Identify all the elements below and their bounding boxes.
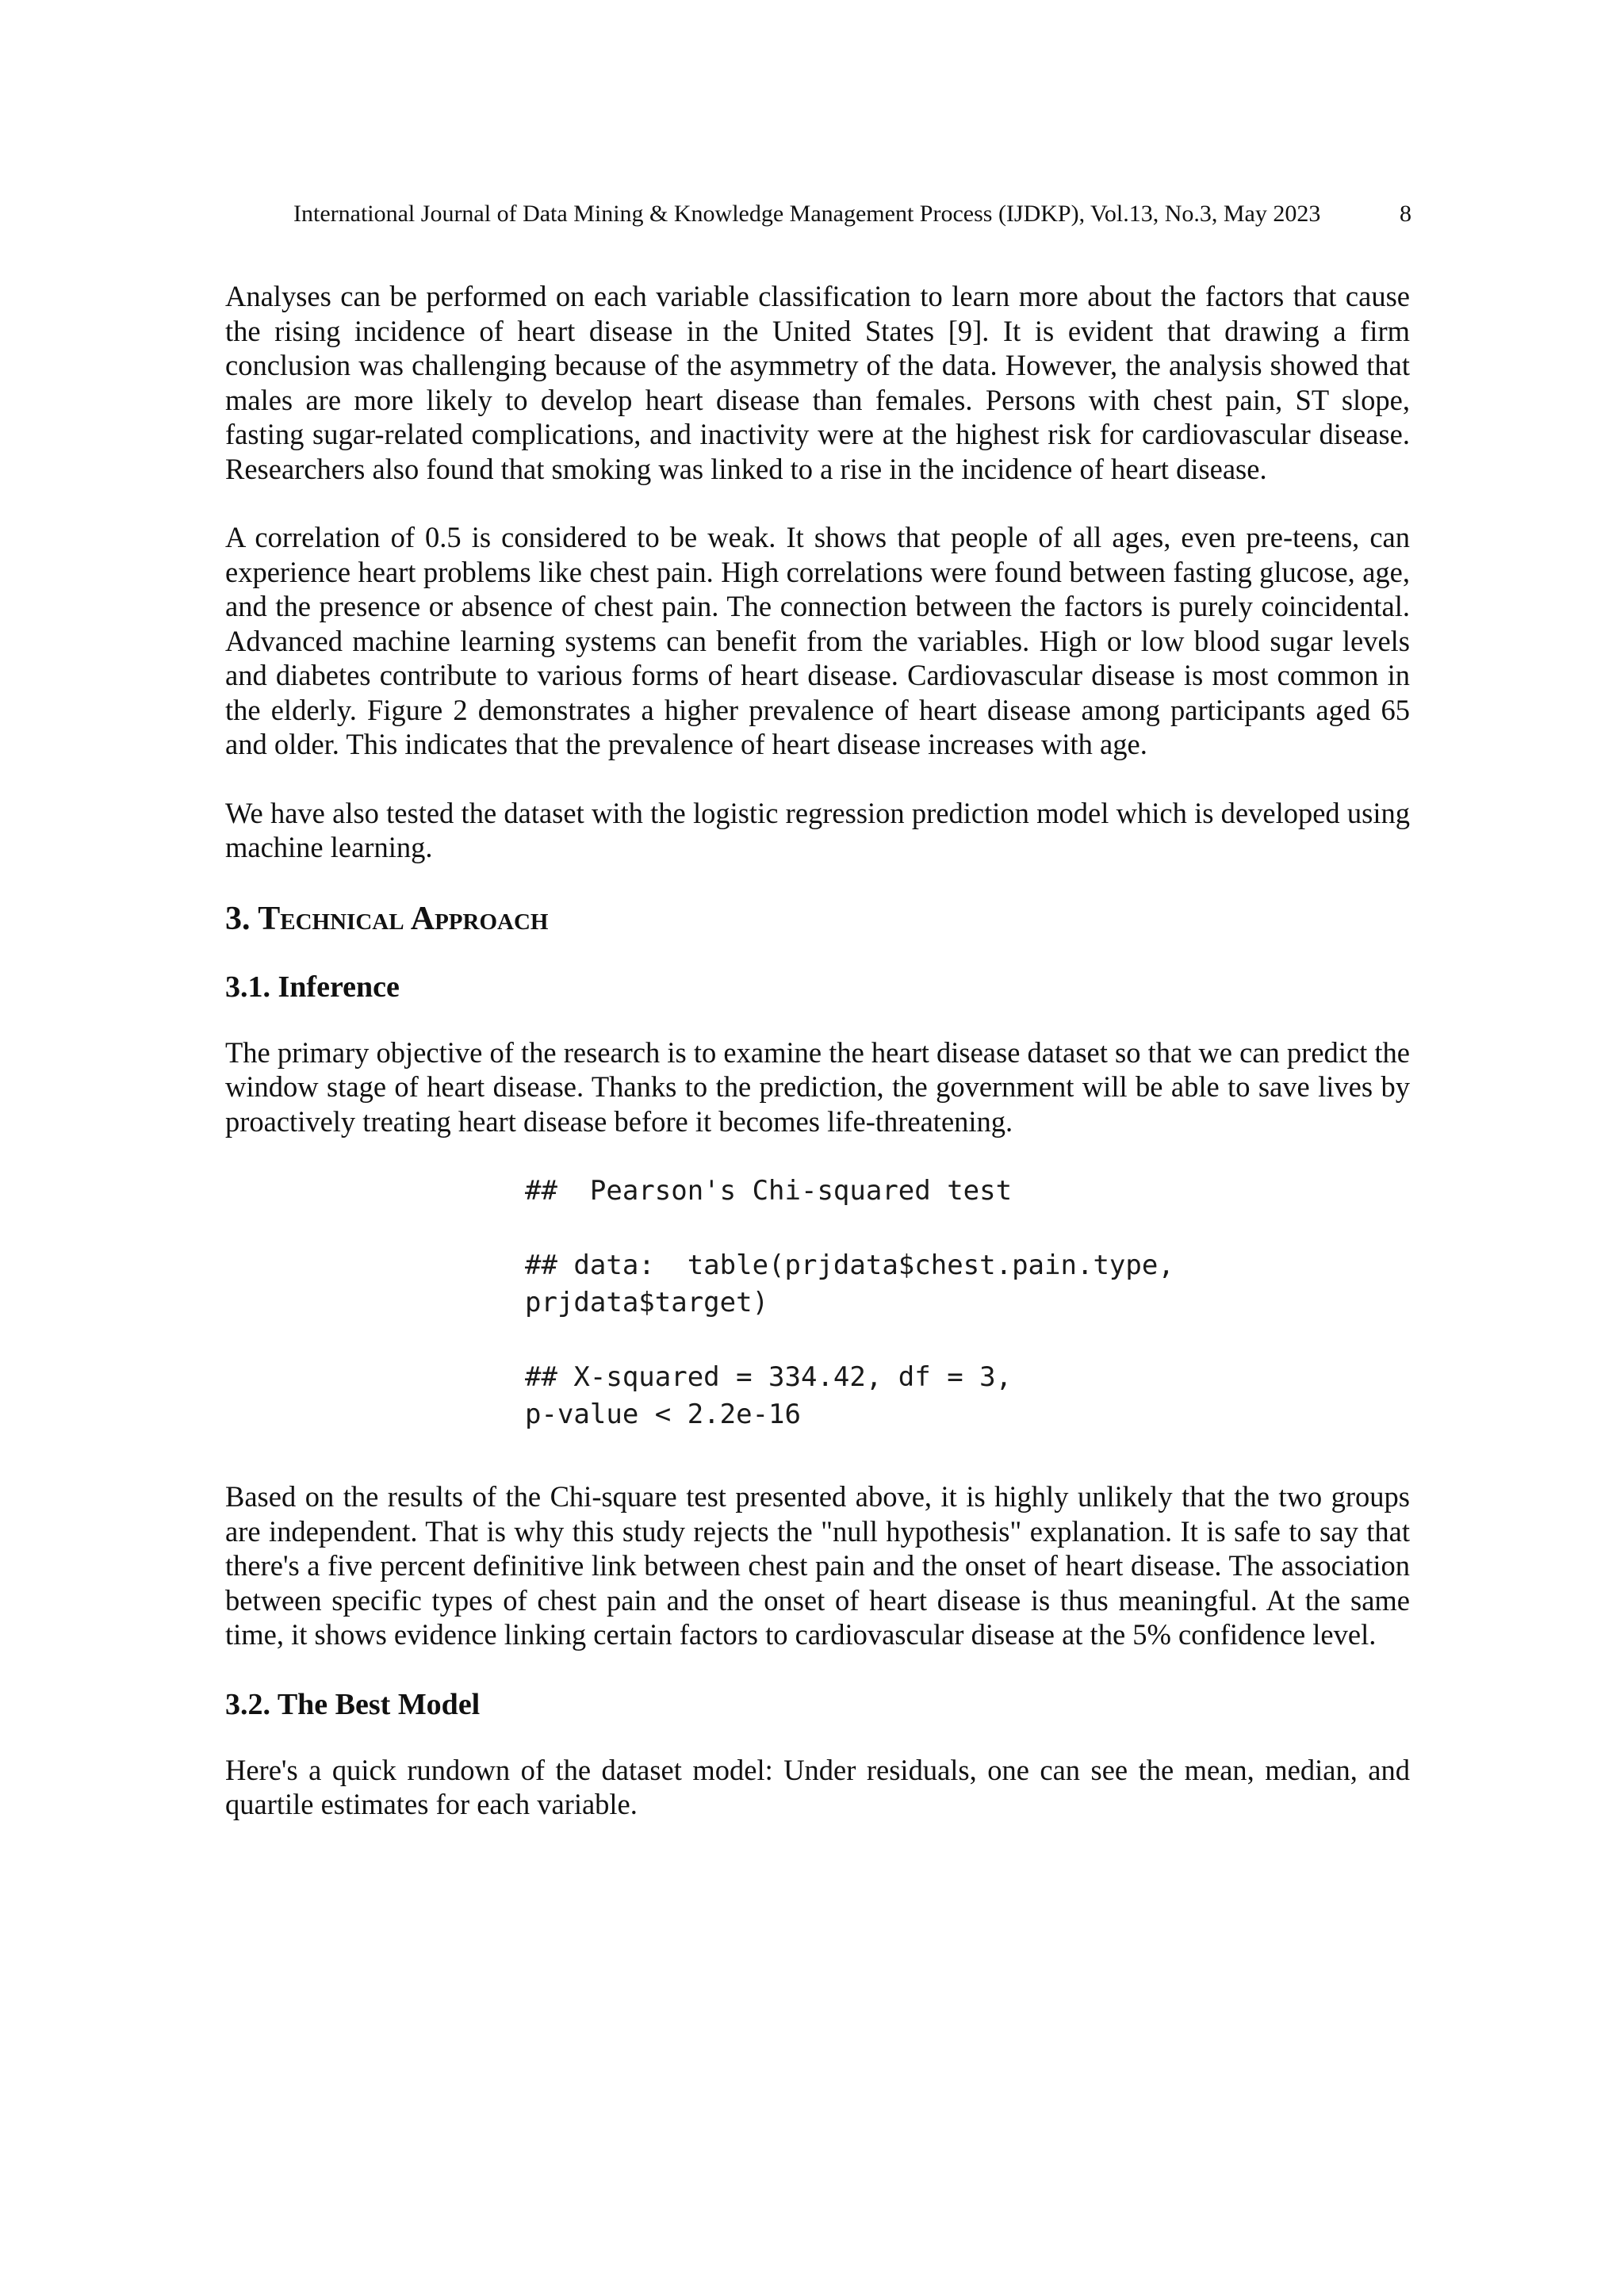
paragraph-chi-square-results: Based on the results of the Chi-square test presented above, it is highly unlikely that the two groups are independent. That is why this study rejects the "null hypothesis" explanation. It is safe to say that there's a five percent definitive link between chest pain and the onset of heart disease. The association between specific types of chest pain and the onset of heart disease is thus meaningful. At the same time, it shows evidence linking certain factors to cardiovascular disease at the 5% confidence level.	[225, 1480, 1410, 1651]
subsection-heading-best-model: 3.2. The Best Model	[225, 1687, 481, 1721]
subsection-heading-inference: 3.1. Inference	[225, 970, 400, 1004]
running-header	[293, 198, 1411, 230]
code-line: ## X-squared = 334.42, df = 3,	[525, 1361, 1013, 1393]
journal-citation: International Journal of Data Mining & Knowledge Management Process (IJDKP), Vol.13, No.3, May 2023	[293, 201, 1321, 227]
code-block-chi-squared	[525, 1173, 1410, 1433]
code-line: p-value < 2.2e-16	[525, 1399, 801, 1430]
section-heading-part-3: A	[404, 900, 435, 937]
paragraph-logistic-regression: We have also tested the dataset with the logistic regression prediction model which is developed using machine learning.	[225, 796, 1410, 863]
code-blank-line	[525, 1322, 1410, 1359]
paragraph-model-rundown: Here's a quick rundown of the dataset model: Under residuals, one can see the mean, median, and quartile estimates for each variable.	[225, 1753, 1410, 1820]
paragraph-analyses: Analyses can be performed on each variable classification to learn more about the factors that cause the rising incidence of heart disease in the United States [9]. It is evident that drawing a firm conclusion was challenging because of the asymmetry of the data. However, the analysis showed that males are more likely to develop heart disease than females. Persons with chest pain, ST slope, fasting sugar-related complications, and inactivity were at the highest risk for cardiovascular disease. Researchers also found that smoking was linked to a rise in the incidence of heart disease.	[225, 280, 1410, 485]
code-line: ## data: table(prjdata$chest.pain.type,	[525, 1249, 1174, 1281]
code-line: prjdata$target)	[525, 1287, 769, 1318]
code-line: ## Pearson's Chi-squared test	[525, 1175, 1013, 1207]
page-number: 8	[1400, 201, 1411, 227]
section-heading-part-2: echnical	[280, 900, 404, 937]
paragraph-objective: The primary objective of the research is to examine the heart disease dataset so that we can predict the window stage of heart disease. Thanks to the prediction, the government will be able to save lives by proactively treating heart disease before it becomes life-threatening.	[225, 1035, 1410, 1138]
paragraph-correlation: A correlation of 0.5 is considered to be weak. It shows that people of all ages, even pre-teens, can experience heart problems like chest pain. High correlations were found between fasting glucose, age, and the presence or absence of chest pain. The connection between the factors is purely coincidental. Advanced machine learning systems can benefit from the variables. High or low blood sugar levels and diabetes contribute to various forms of heart disease. Cardiovascular disease is most common in the elderly. Figure 2 demonstrates a higher prevalence of heart disease among participants aged 65 and older. This indicates that the prevalence of heart disease increases with age.	[225, 521, 1410, 760]
section-heading-technical-approach	[225, 899, 1410, 939]
code-blank-line	[525, 1210, 1410, 1247]
section-heading-part-4: pproach	[435, 900, 549, 937]
body-text	[225, 279, 1410, 1856]
section-heading-part-1: 3. T	[225, 900, 281, 937]
